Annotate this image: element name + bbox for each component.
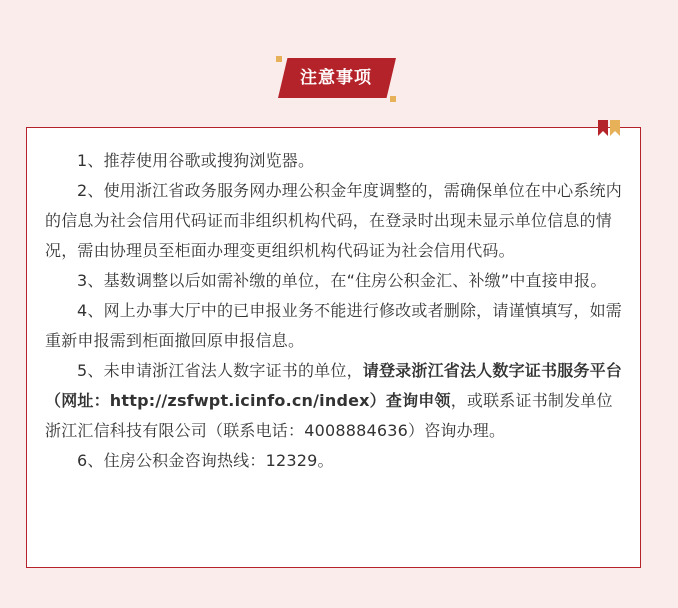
notice-item-5-prefix: 5、未申请浙江省法人数字证书的单位，	[77, 361, 363, 380]
notice-card	[26, 127, 641, 568]
notice-item-1: 1、推荐使用谷歌或搜狗浏览器。	[77, 151, 315, 170]
notice-item-4: 4、网上办事大厅中的已申报业务不能进行修改或者删除，请谨慎填写，如需重新申报需到柜面撤回原申报信息。	[45, 301, 622, 350]
notice-item-2: 2、使用浙江省政务服务网办理公积金年度调整的，需确保单位在中心系统内的信息为社会信用代码证而非组织机构代码，在登录时出现未显示单位信息的情况，需由协理员至柜面办理变更组织机构代码证为社会信用代码。	[45, 181, 622, 260]
notice-content	[45, 146, 622, 476]
title-text: 注意事项	[300, 68, 372, 88]
notice-item-6: 6、住房公积金咨询热线：12329。	[77, 451, 334, 470]
gold-square-icon	[390, 96, 396, 102]
section-title	[276, 56, 396, 102]
notice-item-5	[45, 356, 622, 446]
bookmark-icon	[598, 120, 620, 136]
notice-item-5-bold: 请登录浙江省法人数字证书服务平台（网址：http://zsfwpt.icinfo.cn/index）查询申领	[45, 361, 622, 410]
notice-item-5-suffix: ，或联系证书制发单位浙江汇信科技有限公司（联系电话：4008884636）咨询办理。	[45, 391, 613, 440]
notice-item-3: 3、基数调整以后如需补缴的单位，在“住房公积金汇、补缴”中直接申报。	[77, 271, 607, 290]
